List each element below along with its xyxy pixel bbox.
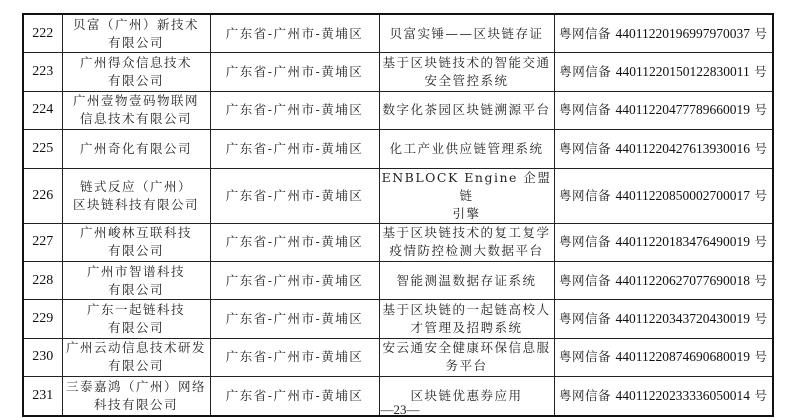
license-number [554, 91, 773, 129]
license-number [554, 53, 773, 91]
region: 广东省-广州市-黄埔区 [210, 338, 379, 376]
company-name-line: 贝富（广州）新技术 [72, 16, 199, 32]
service-name [379, 338, 554, 376]
table-row [23, 261, 773, 299]
service-name-line: 才管理及招聘系统 [410, 320, 523, 336]
row-number: 229 [23, 300, 62, 338]
company-name-line: 广东一起链科技 [86, 302, 185, 318]
service-name [379, 261, 554, 299]
service-name-line: 基于区块链技术的复工复学 [382, 225, 551, 241]
region: 广东省-广州市-黄埔区 [210, 91, 379, 129]
company-name-line: 科技有限公司 [93, 396, 178, 412]
company-name-line: 信息技术有限公司 [79, 111, 192, 127]
license-suffix: 号 [754, 234, 768, 250]
region: 广东省-广州市-黄埔区 [210, 130, 379, 168]
region: 广东省-广州市-黄埔区 [210, 300, 379, 338]
company-name [62, 14, 210, 53]
license-suffix: 号 [754, 64, 768, 80]
company-name [62, 338, 210, 376]
region: 广东省-广州市-黄埔区 [210, 261, 379, 299]
license-prefix: 粤网信备 [559, 234, 612, 250]
company-name-line: 有限公司 [107, 358, 164, 374]
license-prefix: 粤网信备 [559, 102, 612, 118]
license-digits: 44011220850002700017 [615, 187, 750, 203]
table-row [23, 168, 773, 223]
license-suffix: 号 [754, 272, 768, 288]
license-suffix: 号 [754, 140, 768, 156]
license-digits: 44011220196997970037 [615, 25, 750, 41]
company-name-line: 有限公司 [107, 73, 164, 89]
license-suffix: 号 [754, 349, 768, 365]
row-number: 227 [23, 223, 62, 261]
table-row [23, 14, 773, 53]
service-name-line: 数字化茶园区块链溯源平台 [382, 102, 551, 118]
service-name-line: 安全管控系统 [424, 73, 509, 89]
service-name-line: 基于区块链技术的智能交通 [382, 55, 551, 71]
license-digits: 44011220477789660019 [615, 102, 750, 118]
region: 广东省-广州市-黄埔区 [210, 14, 379, 53]
row-number: 228 [23, 261, 62, 299]
license-digits: 44011220427613930016 [615, 140, 750, 156]
license-prefix: 粤网信备 [559, 272, 612, 288]
service-name [379, 14, 554, 53]
company-name [62, 53, 210, 91]
license-suffix: 号 [754, 102, 768, 118]
license-number [554, 168, 773, 223]
service-name-line: 疫情防控检测大数据平台 [389, 243, 544, 259]
company-name [62, 130, 210, 168]
region: 广东省-广州市-黄埔区 [210, 53, 379, 91]
region: 广东省-广州市-黄埔区 [210, 168, 379, 223]
license-number [554, 223, 773, 261]
service-name-line: 区块链优惠券应用 [410, 387, 523, 403]
company-name-line: 三泰嘉鸿（广州）网络 [65, 378, 206, 394]
row-number: 224 [23, 91, 62, 129]
table-row [23, 130, 773, 168]
row-number: 231 [23, 377, 62, 416]
service-name-line: 贝富实锤——区块链存证 [389, 25, 544, 41]
license-suffix: 号 [754, 187, 768, 203]
license-suffix: 号 [754, 387, 768, 403]
table-row [23, 53, 773, 91]
company-name-line: 广州云动信息技术研发 [65, 340, 206, 356]
company-name-line: 有限公司 [107, 34, 164, 50]
license-prefix: 粤网信备 [559, 140, 612, 156]
company-name-line: 广州峻林互联科技 [79, 225, 192, 241]
license-number [554, 261, 773, 299]
service-name-line: 基于区块链的一起链高校人 [382, 302, 551, 318]
table-row [23, 338, 773, 376]
license-digits: 44011220150122830011 [615, 64, 750, 80]
company-name-line: 链式反应（广州） [79, 178, 192, 194]
row-number: 226 [23, 168, 62, 223]
service-name [379, 53, 554, 91]
license-prefix: 粤网信备 [559, 25, 612, 41]
service-name-line: 化工产业供应链管理系统 [389, 140, 544, 156]
service-name [379, 91, 554, 129]
company-name [62, 261, 210, 299]
page-number: —23— [380, 402, 420, 417]
company-name [62, 91, 210, 129]
service-name-line: ENBLOCK Engine 企盟链 [381, 169, 552, 203]
company-name-line: 广州市智谱科技 [86, 263, 185, 279]
company-name-line: 有限公司 [107, 320, 164, 336]
company-name-line: 广州得众信息技术 [79, 55, 192, 71]
service-name-line: 务平台 [445, 358, 488, 374]
service-name [379, 300, 554, 338]
company-name-line: 有限公司 [107, 243, 164, 259]
row-number: 222 [23, 14, 62, 53]
license-prefix: 粤网信备 [559, 387, 612, 403]
license-digits: 44011220343720430019 [615, 311, 750, 327]
license-digits: 44011220233336050014 [615, 387, 750, 403]
service-name [379, 223, 554, 261]
table-row [23, 91, 773, 129]
license-prefix: 粤网信备 [559, 311, 612, 327]
company-name-line: 区块链科技有限公司 [72, 196, 199, 212]
company-name [62, 300, 210, 338]
license-number [554, 14, 773, 53]
registry-table [22, 13, 774, 417]
license-suffix: 号 [754, 311, 768, 327]
company-name [62, 168, 210, 223]
license-suffix: 号 [754, 25, 768, 41]
license-prefix: 粤网信备 [559, 187, 612, 203]
license-digits: 44011220183476490019 [615, 234, 750, 250]
license-digits: 44011220627077690018 [615, 272, 750, 288]
license-number [554, 300, 773, 338]
company-name-line: 有限公司 [107, 281, 164, 297]
service-name-line: 引擎 [452, 205, 481, 221]
company-name-line: 广州壹物壹码物联网 [72, 93, 199, 109]
row-number: 230 [23, 338, 62, 376]
region: 广东省-广州市-黄埔区 [210, 223, 379, 261]
service-name [379, 168, 554, 223]
region: 广东省-广州市-黄埔区 [210, 377, 379, 416]
company-name [62, 223, 210, 261]
row-number: 225 [23, 130, 62, 168]
row-number: 223 [23, 53, 62, 91]
service-name-line: 智能测温数据存证系统 [396, 272, 537, 288]
service-name [379, 130, 554, 168]
service-name-line: 安云通安全健康环保信息服 [382, 340, 551, 356]
table-row [23, 300, 773, 338]
license-number [554, 130, 773, 168]
license-number [554, 338, 773, 376]
table-row [23, 223, 773, 261]
license-prefix: 粤网信备 [559, 349, 612, 365]
company-name-line: 广州奇化有限公司 [79, 140, 192, 156]
license-digits: 44011220874690680019 [615, 349, 750, 365]
license-prefix: 粤网信备 [559, 64, 612, 80]
